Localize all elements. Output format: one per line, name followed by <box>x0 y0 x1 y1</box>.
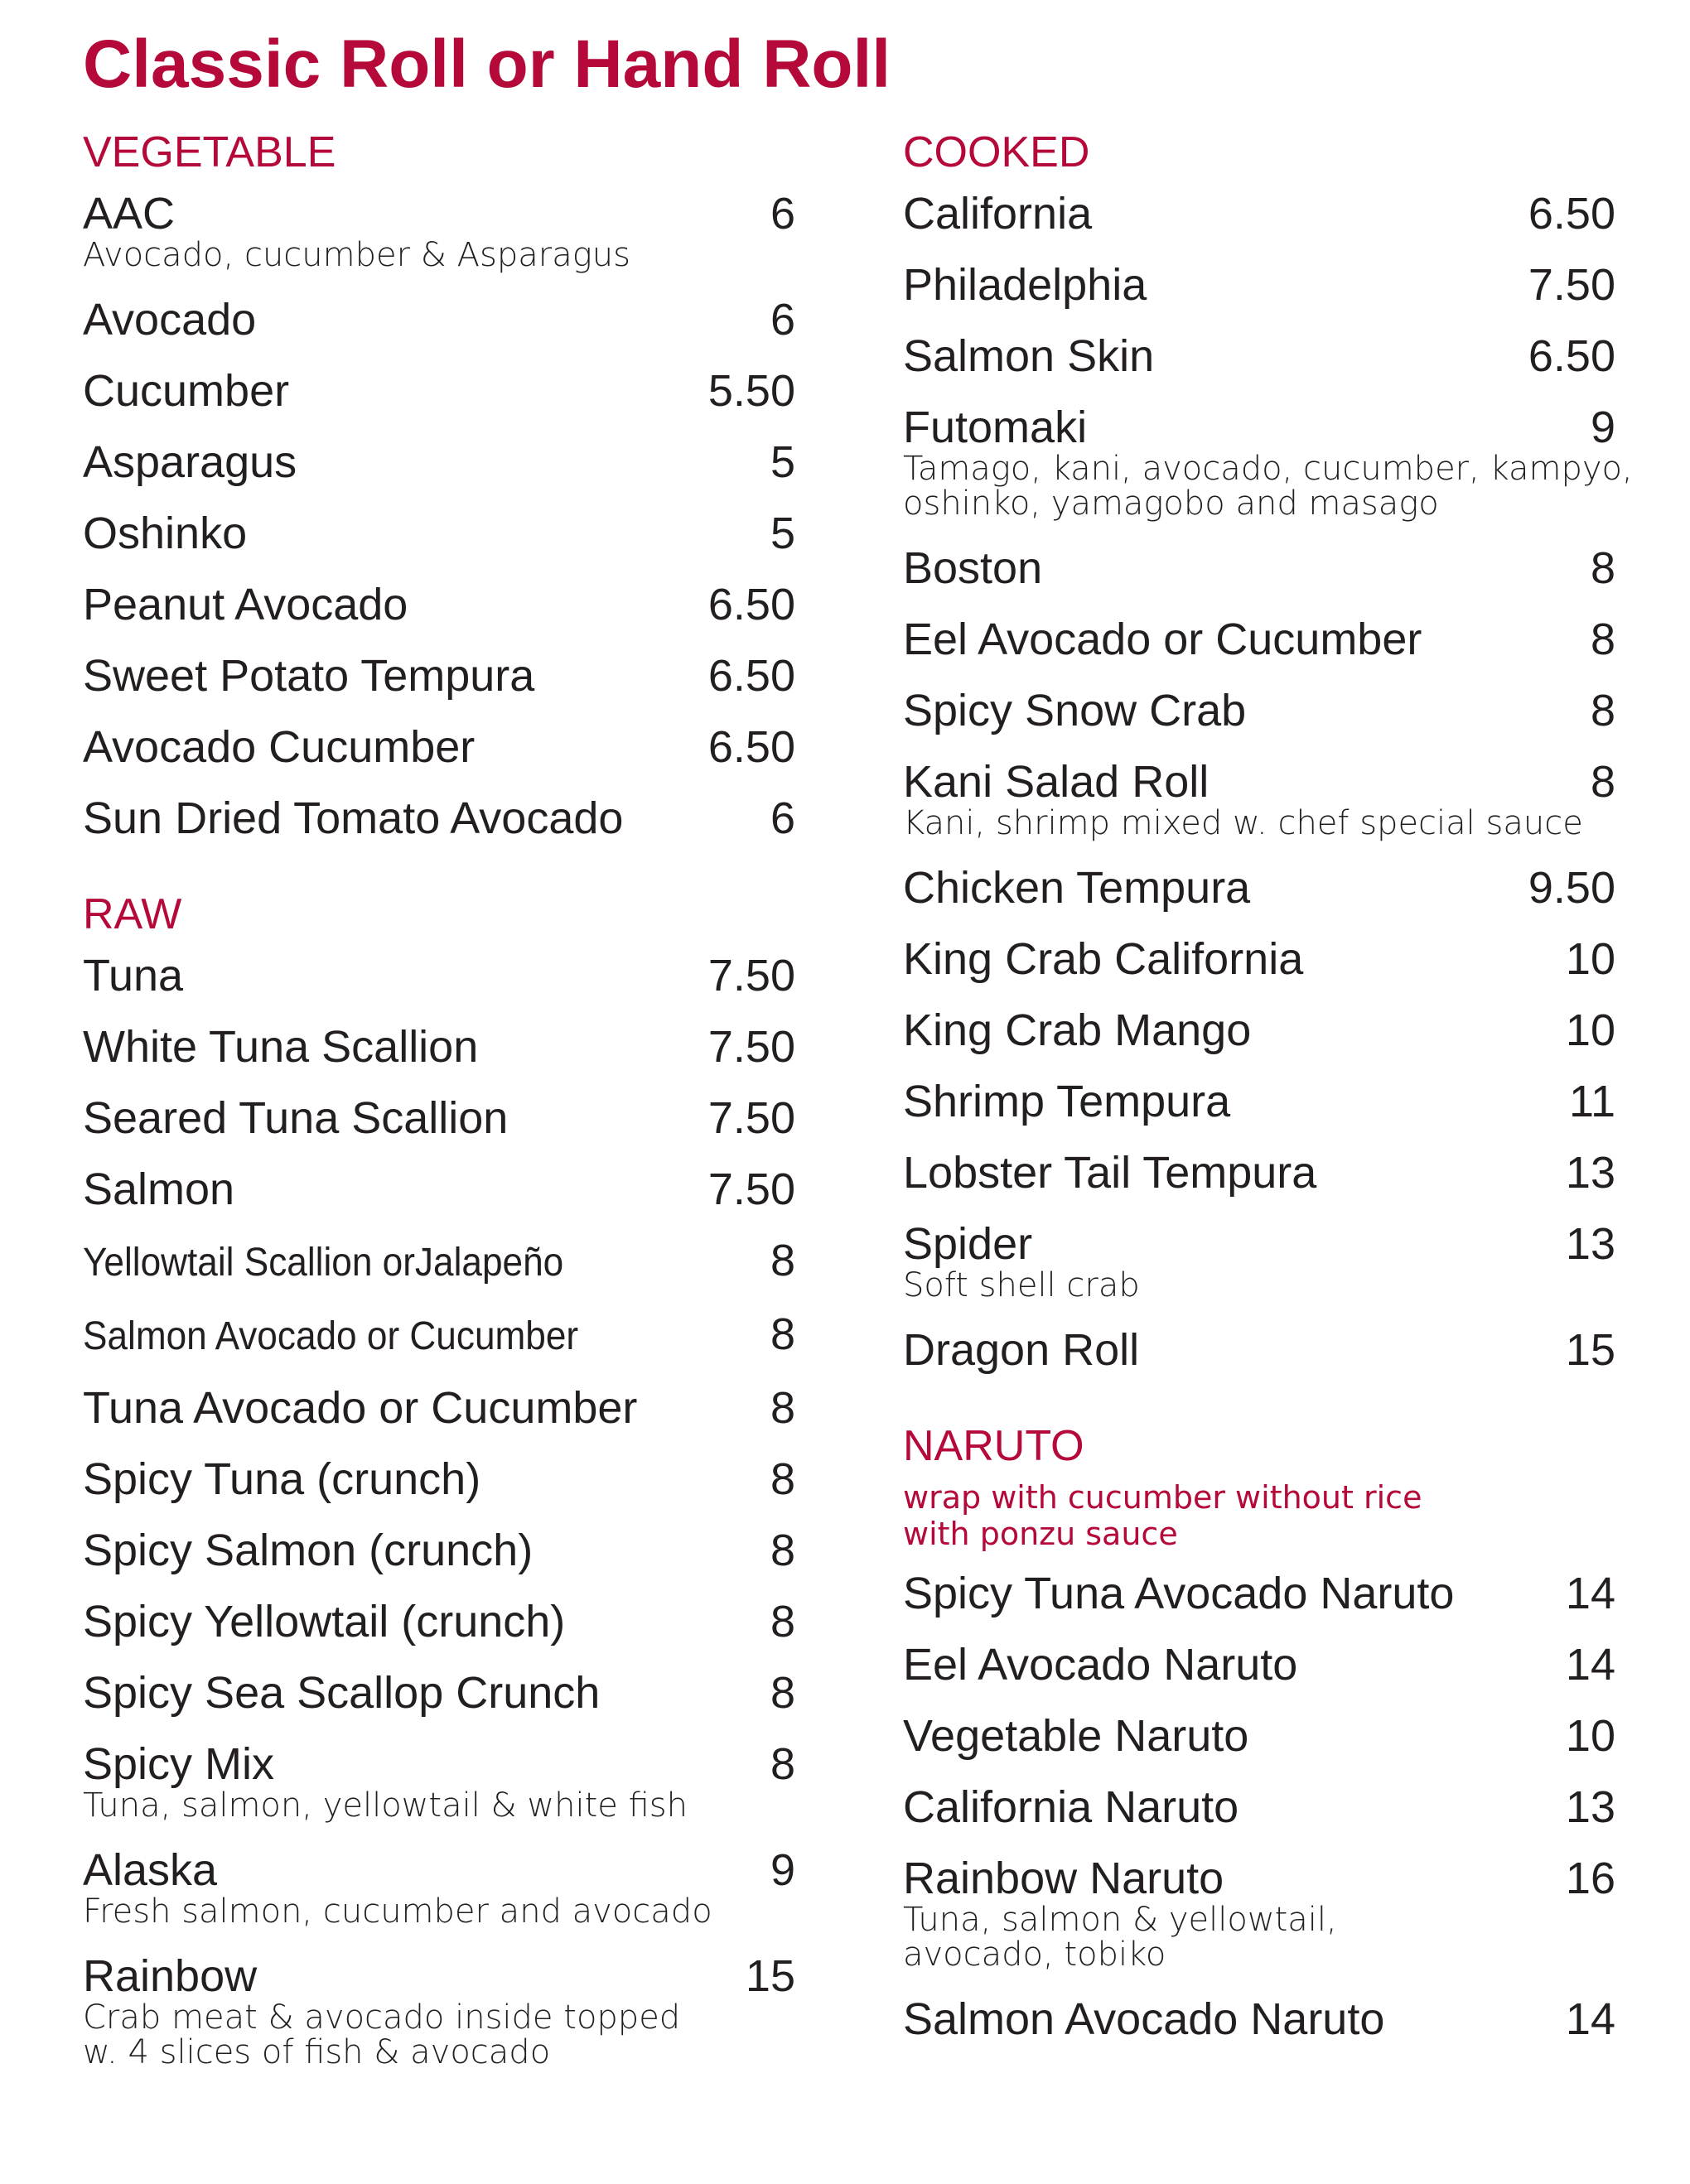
menu-item-row <box>903 1852 1615 1905</box>
menu-item-row <box>83 578 795 631</box>
menu-item-row <box>83 1234 795 1290</box>
menu-item-name: Lobster Tail Tempura <box>903 1148 1317 1198</box>
menu-item-name: Spicy Sea Scallop Crunch <box>83 1668 601 1718</box>
menu-item-row <box>903 1567 1615 1620</box>
menu-item-description: Tamago, kani, avocado, cucumber, kampyo, <box>903 450 1633 488</box>
menu-item-description: Fresh salmon, cucumber and avocado <box>83 1892 712 1931</box>
menu-item-price: 14 <box>1565 1994 1615 2044</box>
menu-item-price: 8 <box>770 1383 795 1433</box>
menu-item-name: Alaska <box>83 1845 218 1895</box>
menu-item-name: Boston <box>903 543 1043 593</box>
menu-section-vegetable <box>83 126 795 845</box>
menu-item-row <box>903 258 1615 311</box>
section-heading: RAW <box>83 890 182 938</box>
menu-item-description: Avocado, cucumber & Asparagus <box>83 236 630 274</box>
menu-item <box>83 792 795 845</box>
menu-item-row <box>903 1709 1615 1762</box>
menu-item-row <box>83 649 795 702</box>
menu-item-price: 6.50 <box>707 580 795 629</box>
menu-item-row <box>83 1453 795 1506</box>
menu-item-row <box>903 1638 1615 1691</box>
menu-item-row <box>83 792 795 845</box>
menu-item-name: Kani Salad Roll <box>903 757 1210 807</box>
menu-item-price: 8 <box>1590 615 1615 664</box>
menu-item-price: 6.50 <box>1528 331 1615 381</box>
menu-item-description: Soft shell crab <box>903 1266 1140 1304</box>
menu-item <box>83 1234 795 1290</box>
menu-item <box>903 542 1615 595</box>
menu-item <box>903 1709 1615 1762</box>
menu-item-name: King Crab California <box>903 934 1304 984</box>
menu-item-price: 7.50 <box>707 1022 795 1072</box>
menu-item-row <box>83 721 795 774</box>
menu-item <box>903 258 1615 311</box>
section-heading: VEGETABLE <box>83 128 336 176</box>
menu-item-row <box>83 949 795 1002</box>
menu-item-row <box>903 933 1615 986</box>
menu-item-price: 11 <box>1568 1077 1615 1126</box>
menu-item <box>83 1844 795 1931</box>
menu-item-name: Tuna <box>83 951 184 1000</box>
menu-item-price: 15 <box>1565 1325 1615 1375</box>
menu-item-price: 10 <box>1565 1711 1615 1761</box>
menu-item-price: 8 <box>770 1309 795 1359</box>
menu-item-name: AAC <box>83 189 176 239</box>
menu-item-row <box>83 364 795 417</box>
menu-item-name: Spicy Salmon (crunch) <box>83 1526 534 1575</box>
menu-item <box>903 1323 1615 1376</box>
menu-item-price: 6 <box>770 295 795 345</box>
menu-item-row <box>83 1381 795 1434</box>
menu-item-row <box>83 187 795 240</box>
menu-item-name: Avocado Cucumber <box>83 722 476 772</box>
menu-item <box>83 649 795 702</box>
menu-item-price: 8 <box>770 1597 795 1646</box>
menu-item <box>903 1567 1615 1620</box>
menu-item-price: 6 <box>770 793 795 843</box>
menu-item-name: Salmon Avocado or Cucumber <box>83 1314 579 1358</box>
menu-item-row <box>903 684 1615 737</box>
menu-item-name: Eel Avocado or Cucumber <box>903 615 1422 664</box>
menu-item-name: Vegetable Naruto <box>903 1711 1249 1761</box>
menu-item-name: Cucumber <box>83 366 290 416</box>
menu-item <box>903 1638 1615 1691</box>
menu-item-name: Dragon Roll <box>903 1325 1140 1375</box>
menu-item <box>83 293 795 346</box>
menu-item-name: King Crab Mango <box>903 1005 1252 1055</box>
menu-item-price: 6.50 <box>1528 189 1615 239</box>
menu-item <box>903 1146 1615 1199</box>
menu-item-description: Crab meat & avocado inside topped <box>83 1998 681 2037</box>
menu-item-name: California <box>903 189 1093 239</box>
menu-item-row <box>83 293 795 346</box>
menu-item-row <box>903 1993 1615 2046</box>
menu-item-row <box>83 1666 795 1719</box>
menu-item-row <box>903 1146 1615 1199</box>
menu-item <box>903 187 1615 240</box>
menu-item-row <box>903 1217 1615 1270</box>
menu-item-price: 8 <box>1590 757 1615 807</box>
menu-item-name: Yellowtail Scallion orJalapeño <box>83 1241 564 1285</box>
menu-column-left <box>83 126 795 2115</box>
menu-item-price: 6.50 <box>707 651 795 701</box>
menu-item <box>83 1950 795 2072</box>
menu-item-name: Rainbow <box>83 1951 258 2001</box>
menu-item-name: Salmon Avocado Naruto <box>903 1994 1385 2044</box>
menu-item-price: 15 <box>745 1951 795 2001</box>
menu-item <box>83 949 795 1002</box>
page-title: Classic Roll or Hand Roll <box>83 27 891 102</box>
menu-item-description: Tuna, salmon, yellowtail & white fish <box>83 1786 688 1825</box>
menu-item-price: 8 <box>770 1668 795 1718</box>
menu-item <box>83 1163 795 1216</box>
menu-item-row <box>903 613 1615 666</box>
menu-item-price: 13 <box>1565 1148 1615 1198</box>
menu-item-price: 7.50 <box>1528 260 1615 310</box>
menu-item-row <box>903 187 1615 240</box>
menu-item-name: Salmon Skin <box>903 331 1155 381</box>
menu-item-name: Spicy Tuna Avocado Naruto <box>903 1569 1455 1618</box>
menu-item-name: Tuna Avocado or Cucumber <box>83 1383 638 1433</box>
menu-item <box>83 721 795 774</box>
menu-item <box>83 1020 795 1073</box>
section-note-line: wrap with cucumber without rice <box>903 1479 1422 1516</box>
menu-item-name: Spicy Tuna (crunch) <box>83 1454 481 1504</box>
menu-item <box>903 861 1615 914</box>
menu-item <box>83 1595 795 1648</box>
menu-item-price: 8 <box>770 1526 795 1575</box>
menu-item-name: Avocado <box>83 295 257 345</box>
menu-item-price: 10 <box>1565 1005 1615 1055</box>
menu-item-row <box>83 1595 795 1648</box>
menu-item-description: w. 4 slices of fish & avocado <box>83 2033 551 2071</box>
menu-section-raw <box>83 888 795 2072</box>
menu-item-name: California Naruto <box>903 1782 1239 1832</box>
menu-item-price: 8 <box>770 1454 795 1504</box>
menu-item <box>903 613 1615 666</box>
menu-item-name: Shrimp Tempura <box>903 1077 1231 1126</box>
menu-item-price: 5.50 <box>707 366 795 416</box>
menu-item-name: Spicy Yellowtail (crunch) <box>83 1597 566 1646</box>
menu-item <box>83 187 795 275</box>
section-note-line: with ponzu sauce <box>903 1516 1178 1552</box>
menu-item-name: Spicy Mix <box>83 1739 275 1789</box>
menu-item-name: Chicken Tempura <box>903 863 1251 913</box>
menu-item <box>83 1738 795 1825</box>
menu-column-right <box>903 126 1633 2089</box>
menu-item-price: 16 <box>1565 1854 1615 1903</box>
menu-item-price: 8 <box>1590 543 1615 593</box>
menu-item-price: 8 <box>770 1236 795 1285</box>
menu-item <box>903 401 1633 523</box>
menu-item-price: 14 <box>1565 1569 1615 1618</box>
menu-item-row <box>903 861 1615 914</box>
menu-item-price: 10 <box>1565 934 1615 984</box>
menu-item-row <box>83 1308 795 1363</box>
menu-item-description: oshinko, yamagobo and masago <box>903 485 1439 523</box>
menu-item-row <box>903 330 1615 383</box>
menu-item <box>903 330 1615 383</box>
section-note <box>903 1478 1615 1554</box>
menu-item-name: Philadelphia <box>903 260 1147 310</box>
menu-item-price: 5 <box>770 437 795 487</box>
menu-item <box>903 1075 1615 1128</box>
menu-item-price: 7.50 <box>707 1164 795 1214</box>
menu-item-name: Sun Dried Tomato Avocado <box>83 793 624 843</box>
menu-item-row <box>83 436 795 489</box>
menu-item <box>83 507 795 560</box>
menu-item <box>903 933 1615 986</box>
menu-item <box>83 1308 795 1363</box>
menu-item-price: 13 <box>1565 1219 1615 1269</box>
menu-item <box>903 1852 1615 1974</box>
menu-item <box>83 1524 795 1577</box>
menu-item-row <box>83 1092 795 1145</box>
menu-item-name: Spider <box>903 1219 1033 1269</box>
menu-item <box>83 1092 795 1145</box>
menu-item-row <box>83 507 795 560</box>
menu-item-price: 13 <box>1565 1782 1615 1832</box>
menu-item <box>83 1453 795 1506</box>
menu-item <box>83 1381 795 1434</box>
menu-item-row <box>83 1020 795 1073</box>
menu-item-row <box>903 1075 1615 1128</box>
menu-section-naruto <box>903 1420 1615 2046</box>
menu-item <box>83 578 795 631</box>
menu-item-price: 9 <box>1590 403 1615 452</box>
menu-item-name: White Tuna Scallion <box>83 1022 479 1072</box>
menu-item-row <box>83 1738 795 1791</box>
menu-item-description: Kani, shrimp mixed w. chef special sauce <box>903 804 1583 842</box>
menu-item <box>83 1666 795 1719</box>
menu-item <box>83 436 795 489</box>
menu-item-row <box>903 542 1615 595</box>
menu-item-row <box>903 1323 1615 1376</box>
section-heading: NARUTO <box>903 1422 1084 1470</box>
menu-item-name: Seared Tuna Scallion <box>83 1093 509 1143</box>
menu-item-price: 9.50 <box>1528 863 1615 913</box>
menu-item-row <box>83 1950 795 2003</box>
menu-item-price: 6 <box>770 189 795 239</box>
menu-item <box>903 1781 1615 1834</box>
section-heading: COOKED <box>903 128 1090 176</box>
menu-item-row <box>903 755 1615 808</box>
menu-item <box>903 1217 1615 1305</box>
menu-item-price: 6.50 <box>707 722 795 772</box>
menu-item <box>83 364 795 417</box>
menu-item-price: 7.50 <box>707 1093 795 1143</box>
menu-item-row <box>83 1524 795 1577</box>
menu-item-row <box>83 1163 795 1216</box>
menu-item <box>903 755 1615 843</box>
menu-item-name: Rainbow Naruto <box>903 1854 1224 1903</box>
menu-item-price: 9 <box>770 1845 795 1895</box>
menu-section-cooked <box>903 126 1633 1376</box>
menu-item-row <box>903 1004 1615 1057</box>
menu-item-name: Futomaki <box>903 403 1088 452</box>
menu-item-description: Tuna, salmon & yellowtail, <box>903 1901 1337 1939</box>
menu-item-name: Salmon <box>83 1164 235 1214</box>
menu-item-row <box>903 401 1615 454</box>
menu-item-price: 14 <box>1565 1640 1615 1690</box>
menu-item-price: 7.50 <box>707 951 795 1000</box>
menu-item-name: Spicy Snow Crab <box>903 686 1247 735</box>
menu-item <box>903 1993 1615 2046</box>
menu-item-price: 8 <box>770 1739 795 1789</box>
menu-item-description: avocado, tobiko <box>903 1936 1166 1974</box>
menu-item-row <box>903 1781 1615 1834</box>
menu-item-name: Sweet Potato Tempura <box>83 651 535 701</box>
menu-item <box>903 1004 1615 1057</box>
menu-item-name: Oshinko <box>83 509 248 558</box>
menu-item-name: Peanut Avocado <box>83 580 408 629</box>
menu-item-price: 8 <box>1590 686 1615 735</box>
menu-item <box>903 684 1615 737</box>
menu-item-row <box>83 1844 795 1897</box>
menu-item-name: Eel Avocado Naruto <box>903 1640 1298 1690</box>
menu-item-price: 5 <box>770 509 795 558</box>
menu-item-name: Asparagus <box>83 437 297 487</box>
